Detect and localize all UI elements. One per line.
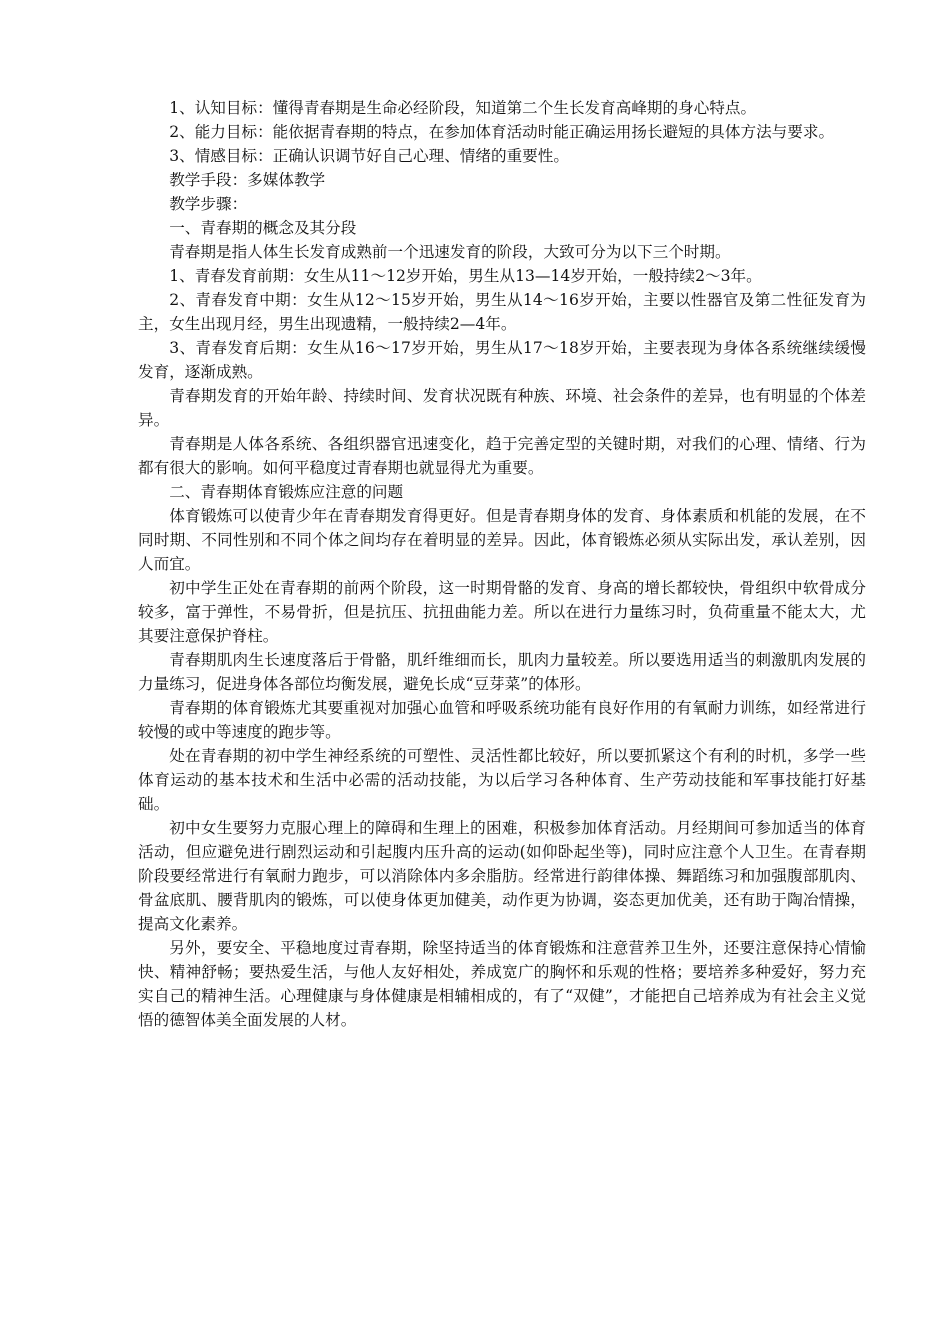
paragraph: 青春期是指人体生长发育成熟前一个迅速发育的阶段，大致可分为以下三个时期。: [169, 243, 731, 261]
paragraph: 2、青春发育中期：女生从12～15岁开始，男生从14～16岁开始，主要以性器官及第二性征发育为主，女生出现月经，男生出现遗精，一般持续2—4年。: [138, 291, 866, 333]
teaching-means: 教学手段：多媒体教学: [169, 171, 326, 189]
paragraph: 青春期是人体各系统、各组织器官迅速变化，趋于完善定型的关键时期，对我们的心理、情绪、行为都有很大的影响。如何平稳度过青春期也就显得尤为重要。: [138, 435, 866, 477]
objective-ability: 2、能力目标：能依据青春期的特点，在参加体育活动时能正确运用扬长避短的具体方法与要求。: [169, 123, 835, 141]
paragraph: 体育锻炼可以使青少年在青春期发育得更好。但是青春期身体的发育、身体素质和机能的发展，在不同时期、不同性别和不同个体之间均存在着明显的差异。因此，体育锻炼必须从实际出发，承认差别，因人而宜。: [138, 507, 866, 573]
paragraph: 青春期发育的开始年龄、持续时间、发育状况既有种族、环境、社会条件的差异，也有明显的个体差异。: [138, 387, 866, 429]
teaching-steps-label: 教学步骤：: [169, 195, 248, 213]
section-heading-2: 二、青春期体育锻炼应注意的问题: [169, 483, 404, 501]
paragraph: 青春期的体育锻炼尤其要重视对加强心血管和呼吸系统功能有良好作用的有氧耐力训练，如经常进行较慢的或中等速度的跑步等。: [138, 699, 866, 741]
paragraph: 青春期肌肉生长速度落后于骨骼，肌纤维细而长，肌肉力量较差。所以要选用适当的刺激肌肉发展的力量练习，促进身体各部位均衡发展，避免长成“豆芽菜”的体形。: [138, 651, 866, 693]
section-heading-1: 一、青春期的概念及其分段: [169, 219, 357, 237]
objective-emotional: 3、情感目标：正确认识调节好自己心理、情绪的重要性。: [169, 147, 569, 165]
paragraph: 另外，要安全、平稳地度过青春期，除坚持适当的体育锻炼和注意营养卫生外，还要注意保持心情愉快、精神舒畅；要热爱生活，与他人友好相处，养成宽广的胸怀和乐观的性格；要培养多种爱好，努力充实自己的精神生活。心理健康与身体健康是相辅相成的，有了“双健”，才能把自己培养成为有社会主义觉悟的德智体美全面发展的人材。: [138, 939, 866, 1029]
paragraph: 1、青春发育前期：女生从11～12岁开始，男生从13—14岁开始，一般持续2～3年。: [169, 267, 762, 285]
paragraph: 3、青春发育后期：女生从16～17岁开始，男生从17～18岁开始，主要表现为身体各系统继续缓慢发育，逐渐成熟。: [138, 339, 866, 381]
paragraph: 初中女生要努力克服心理上的障碍和生理上的困难，积极参加体育活动。月经期间可参加适当的体育活动，但应避免进行剧烈运动和引起腹内压升高的运动(如仰卧起坐等)，同时应注意个人卫生。在青春期阶段要经常进行有氧耐力跑步，可以消除体内多余脂肪。经常进行韵律体操、舞蹈练习和加强腹部肌肉、骨盆底肌、腰背肌肉的锻炼，可以使身体更加健美，动作更为协调，姿态更加优美，还有助于陶冶情操，提高文化素养。: [138, 819, 866, 933]
document-page: [138, 96, 866, 1032]
objective-cognitive: 1、认知目标：懂得青春期是生命必经阶段，知道第二个生长发育高峰期的身心特点。: [169, 99, 757, 117]
paragraph: 初中学生正处在青春期的前两个阶段，这一时期骨骼的发育、身高的增长都较快，骨组织中软骨成分较多，富于弹性，不易骨折，但是抗压、抗扭曲能力差。所以在进行力量练习时，负荷重量不能太大，尤其要注意保护脊柱。: [138, 579, 866, 645]
paragraph: 处在青春期的初中学生神经系统的可塑性、灵活性都比较好，所以要抓紧这个有利的时机，多学一些体育运动的基本技术和生活中必需的活动技能，为以后学习各种体育、生产劳动技能和军事技能打好基础。: [138, 747, 866, 813]
